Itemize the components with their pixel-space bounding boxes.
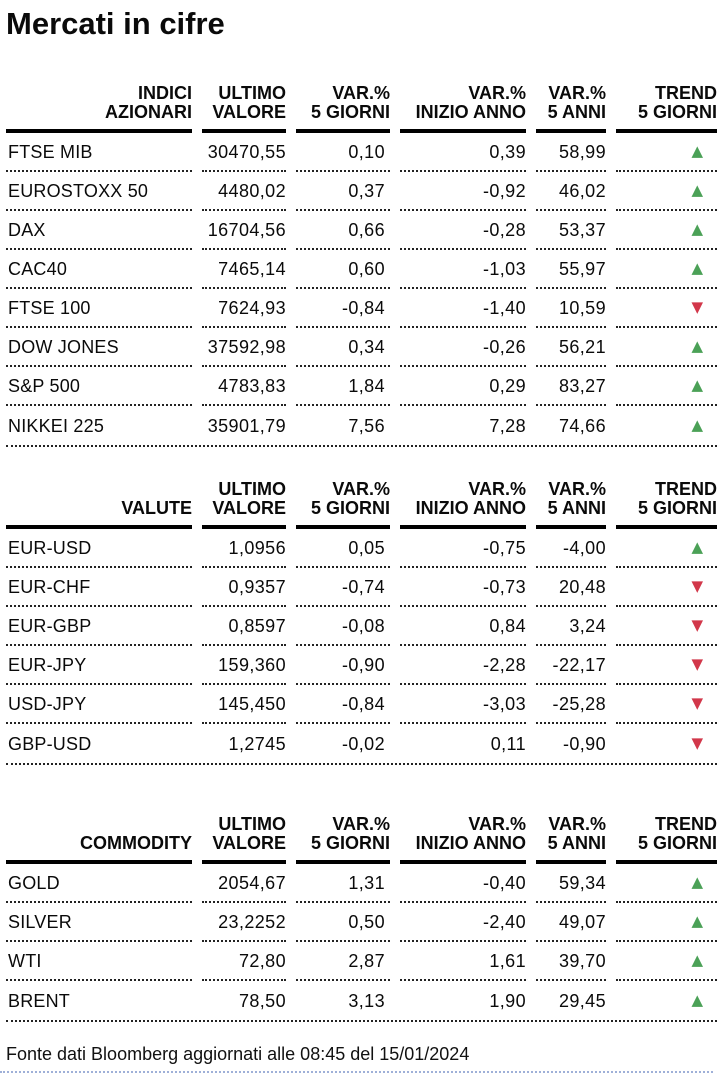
trend-up-icon [691,418,703,433]
instrument-name: GBP-USD [8,733,92,754]
column-header [616,84,717,133]
var-ytd: -0,28 [400,211,526,250]
var-5-years: 83,27 [536,367,606,406]
column-header [296,480,390,529]
column-header-line2: COMMODITY [80,833,192,853]
commodities-body [6,864,717,1022]
currencies-header-row [6,480,717,529]
instrument-name: CAC40 [6,250,192,289]
column-header [6,84,192,133]
column-header-line2: 5 GIORNI [310,498,390,518]
var-5-days: 0,10 [296,133,390,172]
table-row [6,568,717,607]
table-row [6,942,717,981]
trend-cell [616,607,717,646]
page-title: Mercati in cifre [6,6,225,41]
column-header [616,480,717,529]
column-header [202,815,286,864]
last-value: 16704,56 [202,211,286,250]
column-header-line2: 5 ANNI [547,833,606,853]
instrument-name: DAX [6,211,192,250]
var-5-years: 58,99 [536,133,606,172]
trend-up-icon [691,953,703,968]
var-5-years: 53,37 [536,211,606,250]
instrument-name: EUR-JPY [6,646,192,685]
trend-down-icon [691,696,703,711]
var-5-days: 2,87 [296,942,390,981]
column-header [400,84,526,133]
var-5-years: -22,17 [536,646,606,685]
instrument-name: BRENT [8,990,71,1011]
var-5-days: 7,56 [348,415,385,436]
trend-cell [616,646,717,685]
trend-cell [616,211,717,250]
column-header-line1: VAR.% [332,814,390,834]
var-5-days: 1,31 [296,864,390,903]
var-5-days: 0,50 [296,903,390,942]
var-5-days: 0,37 [296,172,390,211]
var-5-days: -0,02 [341,733,385,754]
currencies-body [6,529,717,765]
column-header-line1: ULTIMO [218,479,286,499]
trend-cell [616,250,717,289]
trend-cell [616,942,717,981]
var-ytd: -0,92 [400,172,526,211]
table-row [6,328,717,367]
column-header-line2: INIZIO ANNO [415,498,526,518]
trend-cell [616,568,717,607]
trend-cell [616,289,717,328]
last-value: 159,360 [202,646,286,685]
table-row [6,864,717,903]
column-header-line2: INIZIO ANNO [415,833,526,853]
column-header [202,84,286,133]
trend-cell [616,172,717,211]
var-5-days: 0,05 [296,529,390,568]
trend-up-icon [691,540,703,555]
column-header-line2: VALORE [212,833,286,853]
column-header-line1 [6,815,192,834]
var-ytd: -1,03 [400,250,526,289]
column-header-line2: 5 GIORNI [637,102,717,122]
column-header-line2: 5 GIORNI [637,498,717,518]
table-row [6,981,717,1020]
trend-cell [616,685,717,724]
var-ytd: -0,75 [400,529,526,568]
column-header-line1: VAR.% [332,479,390,499]
instrument-name: GOLD [6,864,192,903]
var-ytd: -0,40 [400,864,526,903]
var-ytd: 0,84 [400,607,526,646]
instrument-name: EUR-GBP [6,607,192,646]
trend-cell [616,864,717,903]
instrument-name: FTSE MIB [6,133,192,172]
last-value: 35901,79 [207,415,286,436]
commodities-header-row [6,815,717,864]
trend-up-icon [691,222,703,237]
var-5-days: -0,84 [296,289,390,328]
var-ytd: 7,28 [489,415,526,436]
instrument-name: EUR-USD [6,529,192,568]
column-header [536,480,606,529]
commodities-table [6,815,717,1022]
bottom-blue-rule [0,1071,713,1073]
table-row [6,724,717,763]
var-5-days: 0,34 [296,328,390,367]
column-header-line2: 5 GIORNI [310,102,390,122]
column-header [296,84,390,133]
column-header-line1: ULTIMO [218,814,286,834]
var-5-years: -25,28 [536,685,606,724]
var-5-years: 20,48 [536,568,606,607]
instrument-name: USD-JPY [6,685,192,724]
last-value: 7465,14 [202,250,286,289]
column-header-line2: 5 ANNI [547,498,606,518]
last-value: 78,50 [238,990,286,1011]
column-header-line1: VAR.% [548,814,606,834]
column-header-line1: INDICI [138,83,192,103]
column-header [6,480,192,529]
var-ytd: 0,29 [400,367,526,406]
trend-down-icon [691,579,703,594]
table-row [6,133,717,172]
var-5-days: -0,74 [296,568,390,607]
trend-cell [616,328,717,367]
instrument-name: EUR-CHF [6,568,192,607]
var-5-days: 0,66 [296,211,390,250]
last-value: 0,8597 [202,607,286,646]
currencies-table [6,480,717,765]
var-ytd: 0,39 [400,133,526,172]
column-header-line2: VALUTE [121,498,192,518]
equity-indices-header-row [6,84,717,133]
trend-cell [616,133,717,172]
table-row [6,903,717,942]
trend-up-icon [691,378,703,393]
instrument-name: EUROSTOXX 50 [6,172,192,211]
var-5-years: -0,90 [562,733,606,754]
var-5-days: 1,84 [296,367,390,406]
instrument-name: FTSE 100 [6,289,192,328]
last-value: 23,2252 [202,903,286,942]
instrument-name: WTI [6,942,192,981]
var-5-days: -0,90 [296,646,390,685]
trend-cell [616,367,717,406]
table-row [6,646,717,685]
column-header-line1: TREND [655,83,717,103]
last-value: 2054,67 [202,864,286,903]
last-value: 37592,98 [202,328,286,367]
column-header [536,815,606,864]
column-header [400,815,526,864]
table-row [6,367,717,406]
trend-up-icon [691,914,703,929]
last-value: 1,0956 [202,529,286,568]
column-header-line1: VAR.% [468,479,526,499]
column-header-line1: ULTIMO [218,83,286,103]
table-row [6,250,717,289]
column-header-line1: VAR.% [468,83,526,103]
var-5-days: -0,08 [296,607,390,646]
table-row [6,289,717,328]
source-note: Fonte dati Bloomberg aggiornati alle 08:45 del 15/01/2024 [6,1044,470,1064]
trend-cell [616,903,717,942]
trend-up-icon [691,339,703,354]
trend-up-icon [691,261,703,276]
table-row [6,172,717,211]
var-ytd: -2,40 [400,903,526,942]
var-5-years: 55,97 [536,250,606,289]
equity-indices-table [6,84,717,447]
last-value: 4783,83 [202,367,286,406]
last-value: 145,450 [202,685,286,724]
instrument-name: SILVER [6,903,192,942]
equity-indices-body [6,133,717,447]
column-header-line2: AZIONARI [105,102,192,122]
trend-cell [616,981,717,1020]
var-5-days: -0,84 [296,685,390,724]
trend-up-icon [691,144,703,159]
var-ytd: 1,90 [489,990,526,1011]
trend-up-icon [691,875,703,890]
table-row [6,607,717,646]
column-header-line1: VAR.% [548,479,606,499]
column-header [536,84,606,133]
instrument-name: S&P 500 [6,367,192,406]
var-5-years: 29,45 [558,990,606,1011]
table-row [6,406,717,445]
var-ytd: -2,28 [400,646,526,685]
var-ytd: 0,11 [490,733,526,754]
var-5-years: 74,66 [558,415,606,436]
var-5-years: 46,02 [536,172,606,211]
column-header-line2: VALORE [212,102,286,122]
var-5-years: -4,00 [536,529,606,568]
trend-down-icon [691,618,703,633]
trend-down-icon [691,300,703,315]
column-header-line1: VAR.% [468,814,526,834]
trend-cell [616,406,717,445]
column-header-line1 [6,480,192,499]
column-header [296,815,390,864]
column-header-line1: TREND [655,479,717,499]
column-header-line1: VAR.% [548,83,606,103]
column-header-line1: TREND [655,814,717,834]
column-header-line2: INIZIO ANNO [415,102,526,122]
instrument-name: DOW JONES [6,328,192,367]
last-value: 0,9357 [202,568,286,607]
column-header [6,815,192,864]
var-5-years: 59,34 [536,864,606,903]
var-ytd: -3,03 [400,685,526,724]
last-value: 4480,02 [202,172,286,211]
var-ytd: -1,40 [400,289,526,328]
column-header [616,815,717,864]
last-value: 30470,55 [202,133,286,172]
var-5-years: 10,59 [536,289,606,328]
last-value: 72,80 [202,942,286,981]
trend-up-icon [691,183,703,198]
var-ytd: -0,73 [400,568,526,607]
var-5-days: 0,60 [296,250,390,289]
trend-cell [616,724,717,763]
last-value: 7624,93 [202,289,286,328]
table-row [6,529,717,568]
column-header-line2: 5 GIORNI [310,833,390,853]
var-5-years: 56,21 [536,328,606,367]
instrument-name: NIKKEI 225 [8,415,105,436]
var-5-years: 49,07 [536,903,606,942]
column-header-line2: VALORE [212,498,286,518]
column-header-line1: VAR.% [332,83,390,103]
column-header [202,480,286,529]
var-5-days: 3,13 [348,990,385,1011]
column-header-line2: 5 GIORNI [637,833,717,853]
trend-up-icon [691,993,703,1008]
table-row [6,211,717,250]
trend-down-icon [691,657,703,672]
table-row [6,685,717,724]
trend-cell [616,529,717,568]
column-header [400,480,526,529]
var-ytd: -0,26 [400,328,526,367]
var-ytd: 1,61 [400,942,526,981]
trend-down-icon [691,736,703,751]
var-5-years: 39,70 [536,942,606,981]
var-5-years: 3,24 [536,607,606,646]
last-value: 1,2745 [228,733,286,754]
column-header-line2: 5 ANNI [547,102,606,122]
